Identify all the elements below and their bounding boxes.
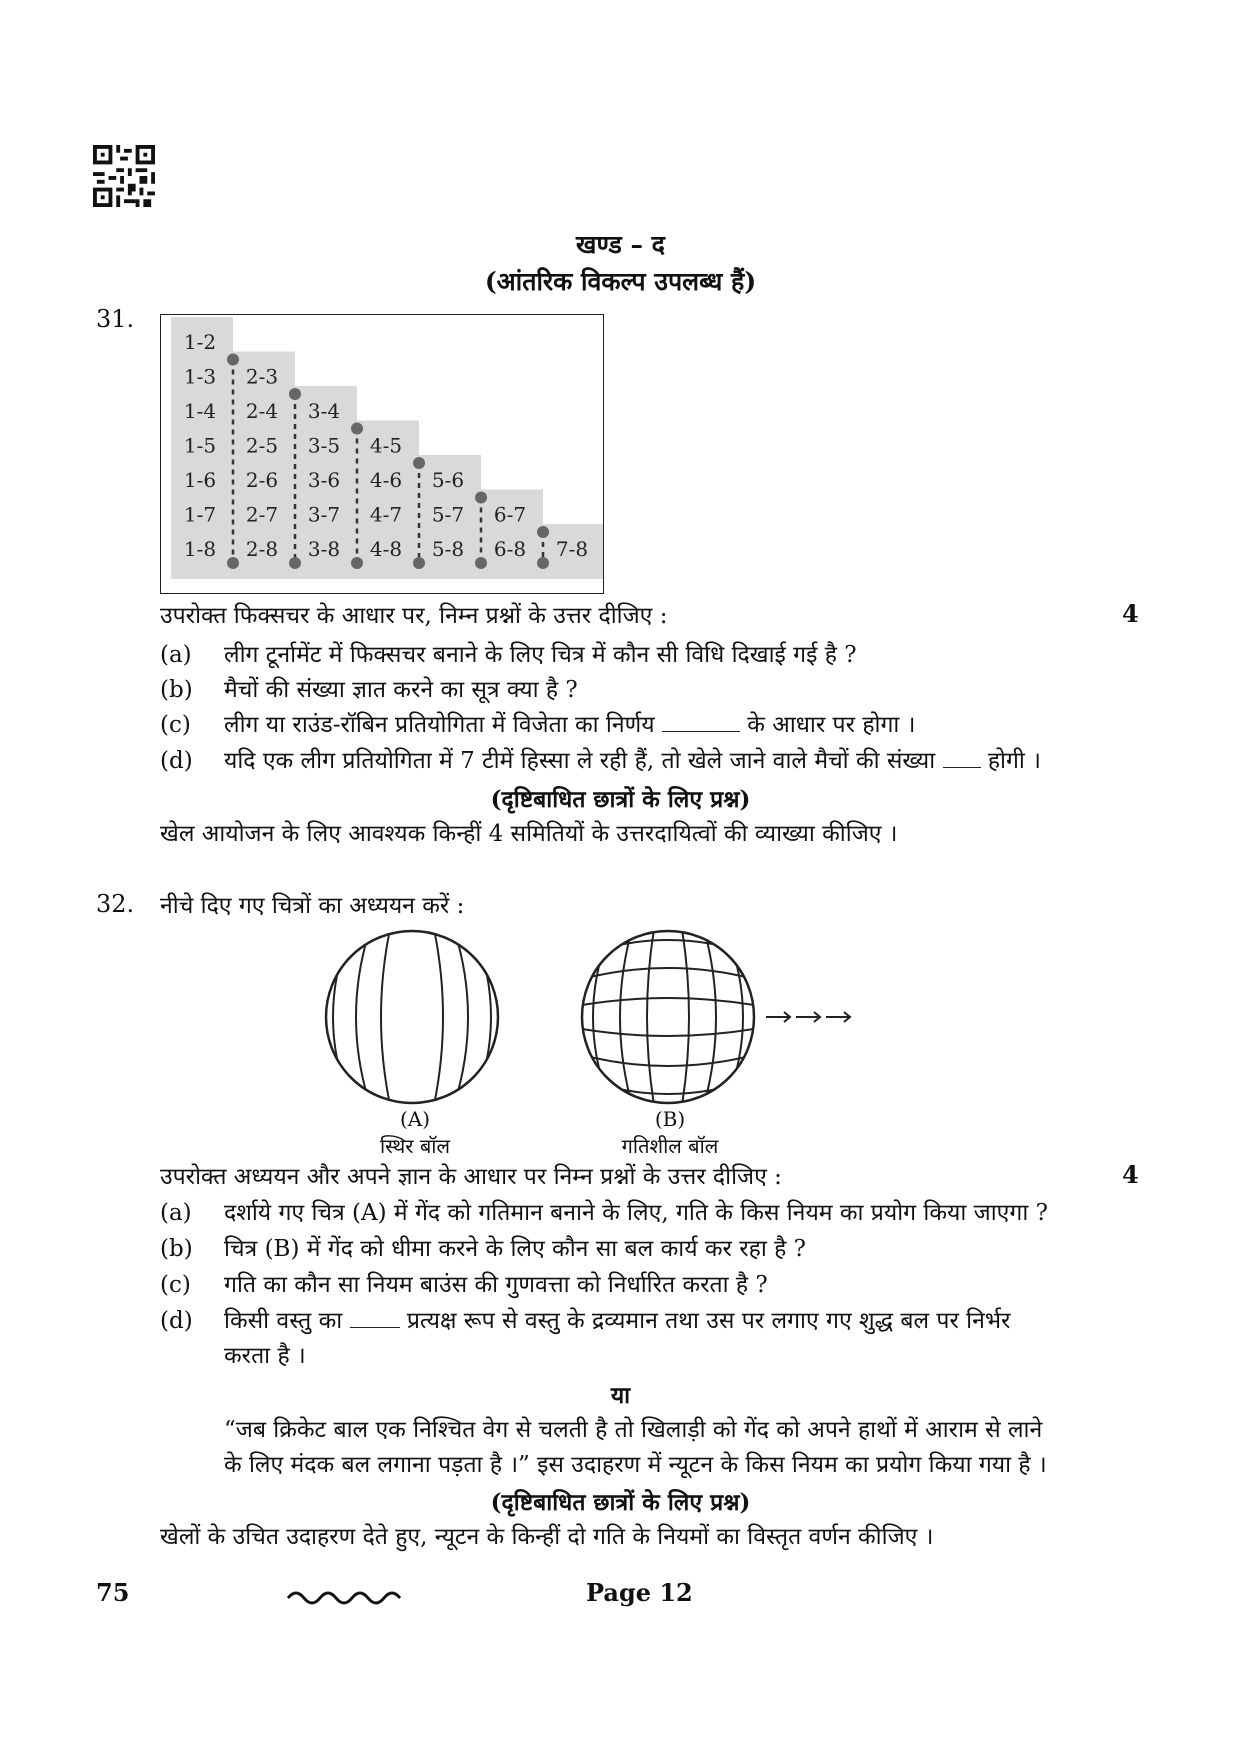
question-number: 31.	[96, 305, 135, 333]
qr-code-icon	[92, 145, 156, 207]
fixture-match-label: 5-6	[431, 468, 465, 492]
part-label: (d)	[160, 748, 193, 774]
or-separator: या	[610, 1382, 631, 1409]
part-label: (d)	[160, 1308, 193, 1334]
sub-question-c	[160, 708, 915, 742]
fixture-connector-dot	[475, 557, 487, 569]
figure-a-letter: (A)	[399, 1107, 431, 1131]
fixture-match-label: 1-2	[183, 330, 217, 354]
fixture-match-label: 1-3	[183, 364, 217, 389]
fixture-match-label: 6-8	[493, 537, 527, 561]
question-instruction: नीचे दिए गए चित्रों का अध्ययन करें :	[160, 893, 465, 919]
part-label: (a)	[160, 1200, 192, 1226]
fixture-match-label: 4-8	[369, 537, 403, 561]
static-ball-figure	[326, 929, 498, 1105]
fixture-match-label: 2-3	[245, 364, 279, 389]
sub-question-a	[160, 638, 857, 672]
fixture-match-label: 5-7	[431, 502, 465, 527]
or-question-line-1: “जब क्रिकेट बाल एक निश्चित वेग से चलती है तो खिलाड़ी को गेंद को अपने हाथों में आराम से लाने	[224, 1417, 1043, 1443]
fixture-match-label: 3-6	[307, 468, 341, 492]
sub-question-b	[160, 673, 578, 707]
fixture-match-label: 1-8	[183, 537, 217, 561]
fixture-connector-dot	[537, 526, 549, 538]
part-text: दर्शाये गए चित्र (A) में गेंद को गतिमान बनाने के लिए, गति के किस नियम का प्रयोग किया जाएगा ?	[224, 1200, 1048, 1226]
fixture-match-label: 4-5	[369, 433, 403, 458]
fixture-connector-dot	[289, 388, 301, 400]
fixture-connector-dot	[289, 557, 301, 569]
section-note: (आंतरिक विकल्प उपलब्ध हैं)	[484, 267, 757, 296]
fixture-match-label: 3-4	[307, 399, 341, 423]
fixture-match-label: 1-6	[183, 468, 217, 492]
part-text: गति का कौन सा नियम बाउंस की गुणवत्ता को निर्धारित करता है ?	[224, 1272, 768, 1298]
sub-question-c	[160, 1268, 768, 1302]
fixture-match-label: 2-7	[245, 502, 279, 527]
fixture-match-label: 3-7	[307, 502, 341, 527]
part-label: (c)	[160, 1272, 191, 1298]
part-text: होगी ।	[987, 748, 1041, 774]
fixture-match-label: 1-5	[183, 433, 217, 458]
or-question-line-2: के लिए मंदक बल लगाना पड़ता है ।” इस उदाहरण में न्यूटन के किस नियम का प्रयोग किया गया है ।	[224, 1452, 1047, 1478]
vi-question: खेलों के उचित उदाहरण देते हुए, न्यूटन के किन्हीं दो गति के नियमों का विस्तृत वर्णन कीजिए ।	[160, 1524, 934, 1550]
part-label: (a)	[160, 642, 192, 668]
fixture-match-label: 1-4	[183, 399, 217, 423]
fixture-match-label: 2-4	[245, 399, 279, 423]
sub-question-d	[160, 1304, 1010, 1338]
marks: 4	[1122, 599, 1139, 628]
vi-heading: (दृष्टिबाधित छात्रों के लिए प्रश्न)	[490, 786, 751, 813]
question-intro: उपरोक्त अध्ययन और अपने ज्ञान के आधार पर निम्न प्रश्नों के उत्तर दीजिए :	[160, 1164, 782, 1190]
part-text: मैचों की संख्या ज्ञात करने का सूत्र क्या है ?	[224, 677, 578, 703]
fixture-connector-dot	[227, 354, 239, 366]
section-title: खण्ड – द	[576, 230, 665, 259]
fixture-match-label: 2-6	[245, 468, 279, 492]
part-text: के आधार पर होगा ।	[747, 712, 916, 738]
fixture-diagram	[160, 314, 604, 594]
vi-question: खेल आयोजन के लिए आवश्यक किन्हीं 4 समितियों के उत्तरदायित्वों की व्याख्या कीजिए ।	[160, 821, 898, 847]
fixture-match-label: 2-5	[245, 433, 279, 458]
part-text: यदि एक लीग प्रतियोगिता में 7 टीमें हिस्सा ले रही हैं, तो खेले जाने वाले मैचों की संख्या	[224, 748, 936, 774]
fixture-connector-dot	[475, 492, 487, 504]
fixture-match-label: 4-6	[369, 468, 403, 492]
fixture-match-label: 3-8	[307, 537, 341, 561]
fill-blank	[662, 713, 740, 732]
paper-code: 75	[96, 1578, 130, 1607]
fixture-connector-dot	[227, 557, 239, 569]
part-label: (b)	[160, 677, 193, 703]
fixture-match-label: 6-7	[493, 502, 527, 527]
sub-question-b	[160, 1232, 806, 1266]
part-text: किसी वस्तु का	[224, 1308, 343, 1334]
fixture-match-label: 2-8	[245, 537, 279, 561]
sub-question-d	[160, 744, 1041, 778]
figure-b-letter: (B)	[654, 1107, 686, 1131]
fixture-match-label: 4-7	[369, 502, 403, 527]
vi-heading: (दृष्टिबाधित छात्रों के लिए प्रश्न)	[490, 1489, 751, 1516]
figure-a-caption: स्थिर बॉल	[379, 1134, 451, 1158]
question-intro: उपरोक्त फिक्सचर के आधार पर, निम्न प्रश्नों के उत्तर दीजिए :	[160, 603, 668, 629]
fixture-match-label: 3-5	[307, 433, 341, 458]
fixture-connector-dot	[351, 423, 363, 435]
motion-arrows-icon	[766, 1012, 850, 1022]
part-text: लीग टूर्नामेंट में फिक्सचर बनाने के लिए चित्र में कौन सी विधि दिखाई गई है ?	[224, 642, 857, 668]
part-text: प्रत्यक्ष रूप से वस्तु के द्रव्यमान तथा उस पर लगाए गए शुद्ध बल पर निर्भर	[406, 1308, 1011, 1334]
part-text: चित्र (B) में गेंद को धीमा करने के लिए कौन सा बल कार्य कर रहा है ?	[224, 1236, 806, 1262]
fixture-connector-dot	[413, 557, 425, 569]
moving-ball-figure	[582, 929, 754, 1105]
part-text: लीग या राउंड-रॉबिन प्रतियोगिता में विजेता का निर्णय	[224, 712, 655, 738]
fixture-match-label: 7-8	[555, 537, 589, 561]
fill-blank	[350, 1309, 400, 1328]
fixture-connector-dot	[537, 557, 549, 569]
question-number: 32.	[96, 890, 135, 918]
fixture-match-label: 1-7	[183, 502, 217, 527]
sub-question-a	[160, 1196, 1048, 1230]
sub-question-d-continued: करता है ।	[224, 1343, 306, 1369]
cyclic-fixture-chart	[161, 315, 603, 593]
fixture-match-label: 5-8	[431, 537, 465, 561]
part-label: (c)	[160, 712, 191, 738]
fixture-connector-dot	[351, 557, 363, 569]
wave-divider-icon	[286, 1584, 410, 1608]
fill-blank	[943, 749, 981, 768]
marks: 4	[1122, 1160, 1139, 1189]
part-label: (b)	[160, 1236, 193, 1262]
page-number: Page 12	[586, 1578, 693, 1607]
figure-b-caption: गतिशील बॉल	[621, 1134, 719, 1158]
fixture-connector-dot	[413, 457, 425, 469]
